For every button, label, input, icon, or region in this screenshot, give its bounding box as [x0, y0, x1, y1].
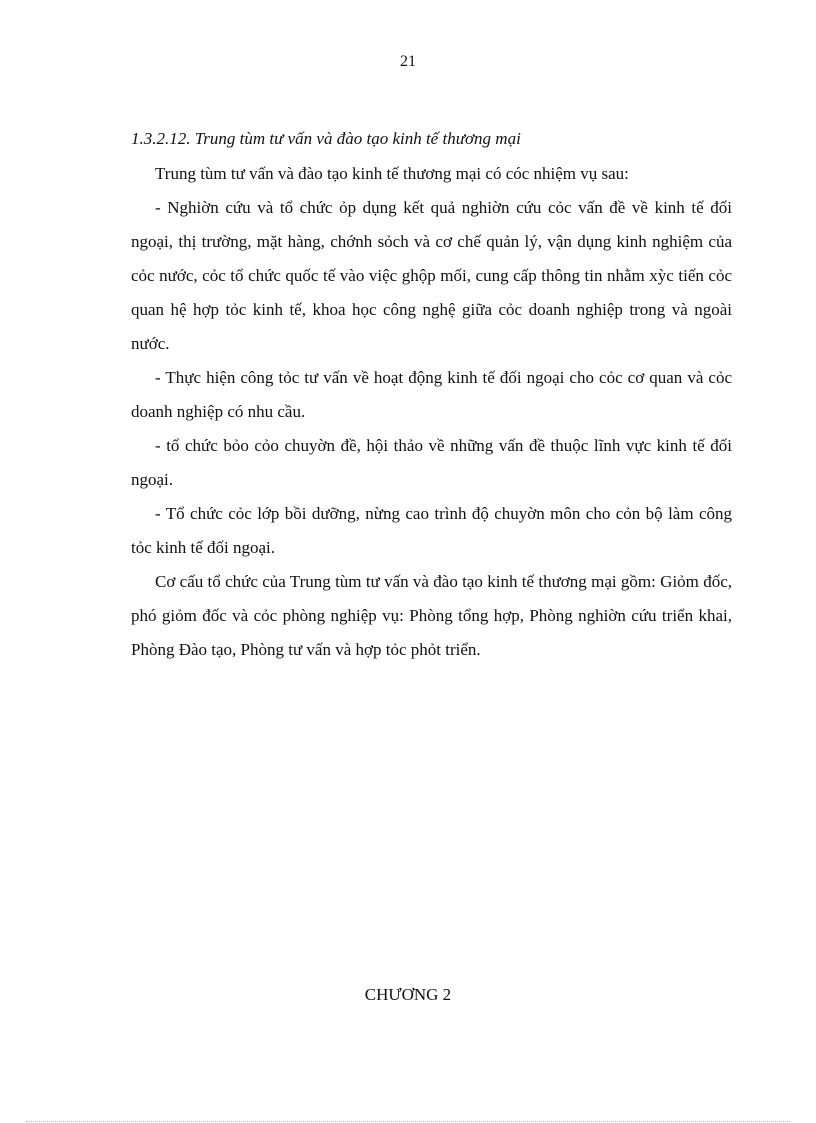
org-structure-paragraph: Cơ cấu tổ chức của Trung tùm tư vấn và đào tạo kinh tế thương mại gồm: Giỏm đốc, phó giỏm đốc và cỏc phòng nghiệp vụ: Phòng tổng hợp, Phòng nghiờn cứu triển khai, Phòng Đào tạo, Phòng tư vấn và hợp tỏc phỏt triển.	[131, 572, 732, 659]
chapter-title: CHƯƠNG 2	[364, 985, 452, 1004]
task-training-paragraph: - Tổ chức cỏc lớp bồi dưỡng, nừng cao trình độ chuyờn môn cho cỏn bộ làm công tỏc kinh tế đối ngoại.	[131, 504, 732, 557]
page-number: 21	[400, 53, 416, 70]
task-seminar-paragraph: - tổ chức bỏo cỏo chuyờn đề, hội thảo về những vấn đề thuộc lĩnh vực kinh tế đối ngoại.	[131, 436, 732, 489]
task-research-paragraph: - Nghiờn cứu và tổ chức ỏp dụng kết quả nghiờn cứu cỏc vấn đề về kinh tế đối ngoại, thị trường, mặt hàng, chớnh sỏch và cơ chế quản lý, vận dụng kinh nghiệm của cỏc nước, cỏc tổ chức quốc tế vào việc ghộp mối, cung cấp thông tin nhằm xỳc tiến cỏc quan hệ hợp tỏc kinh tế, khoa học công nghệ giữa cỏc doanh nghiệp trong và ngoài nước.	[131, 198, 732, 353]
footer-divider	[26, 1121, 790, 1122]
task-consulting-paragraph: - Thực hiện công tỏc tư vấn về hoạt động kinh tế đối ngoại cho cỏc cơ quan và cỏc doanh nghiệp có nhu cầu.	[131, 368, 732, 421]
section-heading: 1.3.2.12. Trung tùm tư vấn và đào tạo kinh tế thương mại	[131, 129, 521, 148]
intro-paragraph: Trung tùm tư vấn và đào tạo kinh tế thương mại có cóc nhiệm vụ sau:	[155, 164, 629, 183]
section-body	[131, 157, 732, 667]
